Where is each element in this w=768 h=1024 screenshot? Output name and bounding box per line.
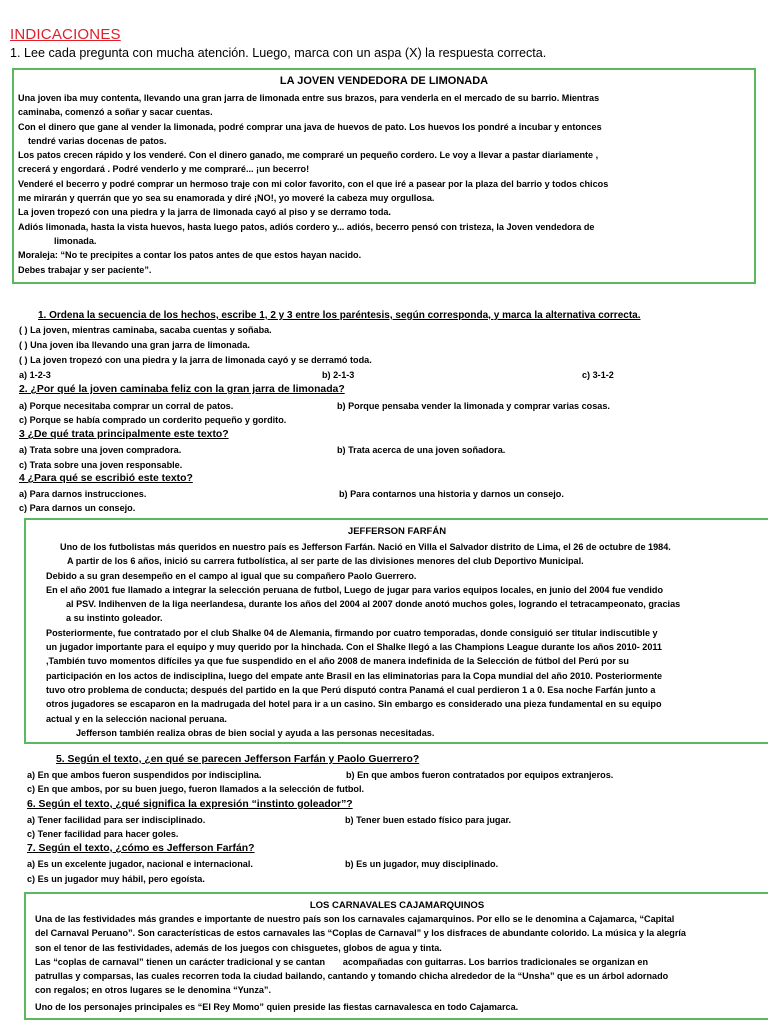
story-line: limonada. <box>54 235 97 246</box>
story-line: a su instinto goleador. <box>66 613 163 624</box>
q5-option-b[interactable]: b) En que ambos fueron contratados por equipos extranjeros. <box>346 770 614 780</box>
q1-option-a[interactable]: a) 1-2-3 <box>19 370 51 380</box>
story-line: del Carnaval Peruano”. Son características de estos carnavales las “Coplas de Carnaval” y los disfraces de abundante colorido. La música y la alegría <box>35 928 686 939</box>
story-box-carnavales <box>24 892 768 1020</box>
q5-option-a[interactable]: a) En que ambos fueron suspendidos por indisciplina. <box>27 770 262 780</box>
question-1-title: 1. Ordena la secuencia de los hechos, escribe 1, 2 y 3 entre los paréntesis, según corresponda, y marca la alternativa correcta. <box>38 310 641 321</box>
story-line: Uno de los futbolistas más queridos en nuestro país es Jefferson Farfán. Nació en Villa el Salvador distrito de Lima, el 26 de octubre de 1984. <box>60 542 671 552</box>
q5-option-c[interactable]: c) En que ambos, por su buen juego, fueron llamados a la selección de futbol. <box>27 784 365 794</box>
q2-option-c[interactable]: c) Porque se había comprado un corderito pequeño y gordito. <box>19 415 287 425</box>
story-line: tendré varias docenas de patos. <box>28 135 167 146</box>
story-line: Uno de los personajes principales es “El Rey Momo” quien preside las fiestas carnavalesca en todo Cajamarca. <box>35 1001 519 1012</box>
q1-item: ( ) Una joven iba llevando una gran jarra de limonada. <box>19 340 250 350</box>
story-title: JEFFERSON FARFÁN <box>347 526 447 537</box>
story-line: crecerá y engordará . Podré venderlo y me compraré... ¡un becerro! <box>18 164 310 175</box>
q7-option-a[interactable]: a) Es un excelente jugador, nacional e internacional. <box>27 859 253 869</box>
story-line: patrullas y comparsas, las cuales recorren toda la ciudad bailando, cantando y tomando chicha alrededor de la “Unsha” que es un árbol adornado <box>35 971 669 982</box>
question-7-title: 7. Según el texto, ¿cómo es Jefferson Farfán? <box>27 843 255 854</box>
story-line: al PSV. Indihenven de la liga neerlandesa, durante los años del 2004 al 2007 donde anotó muchos goles, logrando el tetracampeonato, gracias <box>66 599 681 610</box>
story-line: Jefferson también realiza obras de bien social y ayuda a las personas necesitadas. <box>76 727 435 738</box>
story-line: tuvo otro problema de conducta; después del partido en la que Perú disputó contra Panamá el cual perdieron 1 a 0. Esa noche Farfán junto a <box>46 684 656 695</box>
question-2-title: 2. ¿Por qué la joven caminaba feliz con la gran jarra de limonada? <box>19 384 345 395</box>
q6-option-c[interactable]: c) Tener facilidad para hacer goles. <box>27 829 179 839</box>
story-line: Posteriormente, fue contratado por el club Shalke 04 de Alemania, firmando por cuatro temporadas, donde consiguió ser titular indiscutible y <box>46 627 658 638</box>
q2-option-a[interactable]: a) Porque necesitaba comprar un corral de patos. <box>19 401 234 411</box>
q4-option-a[interactable]: a) Para darnos instrucciones. <box>19 489 147 499</box>
story-line: caminaba, comenzó a soñar y sacar cuentas. <box>18 107 213 118</box>
story-line: Las “coplas de carnaval” tienen un carácter tradicional y se cantan acompañadas con guitarras. Los barrios tradicionales se organizan en <box>35 956 649 967</box>
q1-item: ( ) La joven tropezó con una piedra y la jarra de limonada cayó y se derramó toda. <box>19 355 372 365</box>
story-line: En el año 2001 fue llamado a integrar la selección peruana de futbol, Luego de jugar para varios equipos locales, en junio del 2004 fue vendido <box>46 584 664 595</box>
question-5-title: 5. Según el texto, ¿en qué se parecen Jefferson Farfán y Paolo Guerrero? <box>56 754 420 765</box>
story-line: un jugador importante para el equipo y muy querido por la hinchada. Con el Shalke llegó a las Champions League durante los años 2010- 2011 <box>46 642 662 653</box>
story-line: Adiós limonada, hasta la vista huevos, hasta luego patos, adiós cordero y... adiós, becerro pensó con tristeza, la Joven vendedora de <box>18 221 595 232</box>
header-title: INDICACIONES <box>10 26 121 43</box>
story-line: Debes trabajar y ser paciente”. <box>18 264 152 275</box>
q7-option-b[interactable]: b) Es un jugador, muy disciplinado. <box>345 859 499 869</box>
q1-option-b[interactable]: b) 2-1-3 <box>322 370 355 380</box>
story-line: otros jugadores se escaparon en la madrugada del hotel para ir a un casino. Sin embargo es considerado una pieza fundamental en su equipo <box>46 699 662 710</box>
story-line: Una de las festividades más grandes e importante de nuestro país son los carnavales cajamarquinos. Por ello se le denomina a Cajamarca, “Capital <box>35 914 675 924</box>
story-line: A partir de los 6 años, inició su carrera futbolística, al ser parte de las divisiones menores del club Deportivo Municipal. <box>67 556 584 567</box>
q6-option-b[interactable]: b) Tener buen estado físico para jugar. <box>345 815 512 825</box>
story-line: me mirarán y querrán que yo sea su enamorada y diré ¡NO!, yo moveré la cabeza muy orgullosa. <box>18 193 435 204</box>
story-line: son el tenor de las festividades, además de los juegos con chisguetes, globos de agua y tinta. <box>35 942 442 953</box>
story-line: ,También tuvo momentos difíciles ya que fue suspendido en el año 2008 de manera indefinida de la Selección de fútbol del Perú por su <box>46 656 629 667</box>
story-line: Los patos crecen rápido y los venderé. Con el dinero ganado, me compraré un pequeño cordero. Le voy a llevar a pastar diariamente , <box>18 150 599 161</box>
story-line: Moraleja: “No te precipites a contar los patos antes de que estos hayan nacido. <box>18 250 362 261</box>
story-box-limonada <box>12 68 756 284</box>
story-title: LOS CARNAVALES CAJAMARQUINOS <box>309 900 485 911</box>
story-line: con regalos; en otros lugares se le denomina “Yunza”. <box>35 985 271 996</box>
story-title: LA JOVEN VENDEDORA DE LIMONADA <box>279 75 489 87</box>
question-3-title: 3 ¿De qué trata principalmente este texto? <box>19 429 229 440</box>
story-line: Con el dinero que gane al vender la limonada, podré comprar una java de huevos de pato. Los huevos los pondré a incubar y entonces <box>18 121 602 132</box>
q3-option-c[interactable]: c) Trata sobre una joven responsable. <box>19 460 183 470</box>
story-box-farfan <box>24 518 768 744</box>
q2-option-b[interactable]: b) Porque pensaba vender la limonada y comprar varias cosas. <box>337 401 610 411</box>
question-4-title: 4 ¿Para qué se escribió este texto? <box>19 473 193 484</box>
story-line: actual y en la selección nacional peruana. <box>46 713 227 724</box>
question-6-title: 6. Según el texto, ¿qué significa la expresión “instinto goleador”? <box>27 799 353 810</box>
q1-item: ( ) La joven, mientras caminaba, sacaba cuentas y soñaba. <box>19 325 272 335</box>
story-line: Venderé el becerro y podré comprar un hermoso traje con mi color favorito, con el que iré a pasear por la plaza del barrio y todos chicos <box>18 178 609 189</box>
q7-option-c[interactable]: c) Es un jugador muy hábil, pero egoísta. <box>27 874 205 884</box>
instruction-text: 1. Lee cada pregunta con mucha atención. Luego, marca con un aspa (X) la respuesta correcta. <box>10 46 547 60</box>
q6-option-a[interactable]: a) Tener facilidad para ser indisciplinado. <box>27 815 206 825</box>
q1-option-c[interactable]: c) 3-1-2 <box>582 370 614 380</box>
q4-option-c[interactable]: c) Para darnos un consejo. <box>19 503 136 513</box>
q3-option-a[interactable]: a) Trata sobre una joven compradora. <box>19 445 182 455</box>
q3-option-b[interactable]: b) Trata acerca de una joven soñadora. <box>337 445 506 455</box>
story-line: Debido a su gran desempeño en el campo al igual que su compañero Paolo Guerrero. <box>46 570 417 581</box>
q4-option-b[interactable]: b) Para contarnos una historia y darnos un consejo. <box>339 489 564 499</box>
story-line: La joven tropezó con una piedra y la jarra de limonada cayó al piso y se derramo toda. <box>18 207 391 218</box>
story-line: participación en los actos de indisciplina, luego del empate ante Brasil en las eliminatorias para la Copa mundial del año 2010. Posteriormente <box>46 670 663 681</box>
story-line: Una joven iba muy contenta, llevando una gran jarra de limonada entre sus brazos, para venderla en el mercado de su barrio. Mientras <box>18 93 600 103</box>
